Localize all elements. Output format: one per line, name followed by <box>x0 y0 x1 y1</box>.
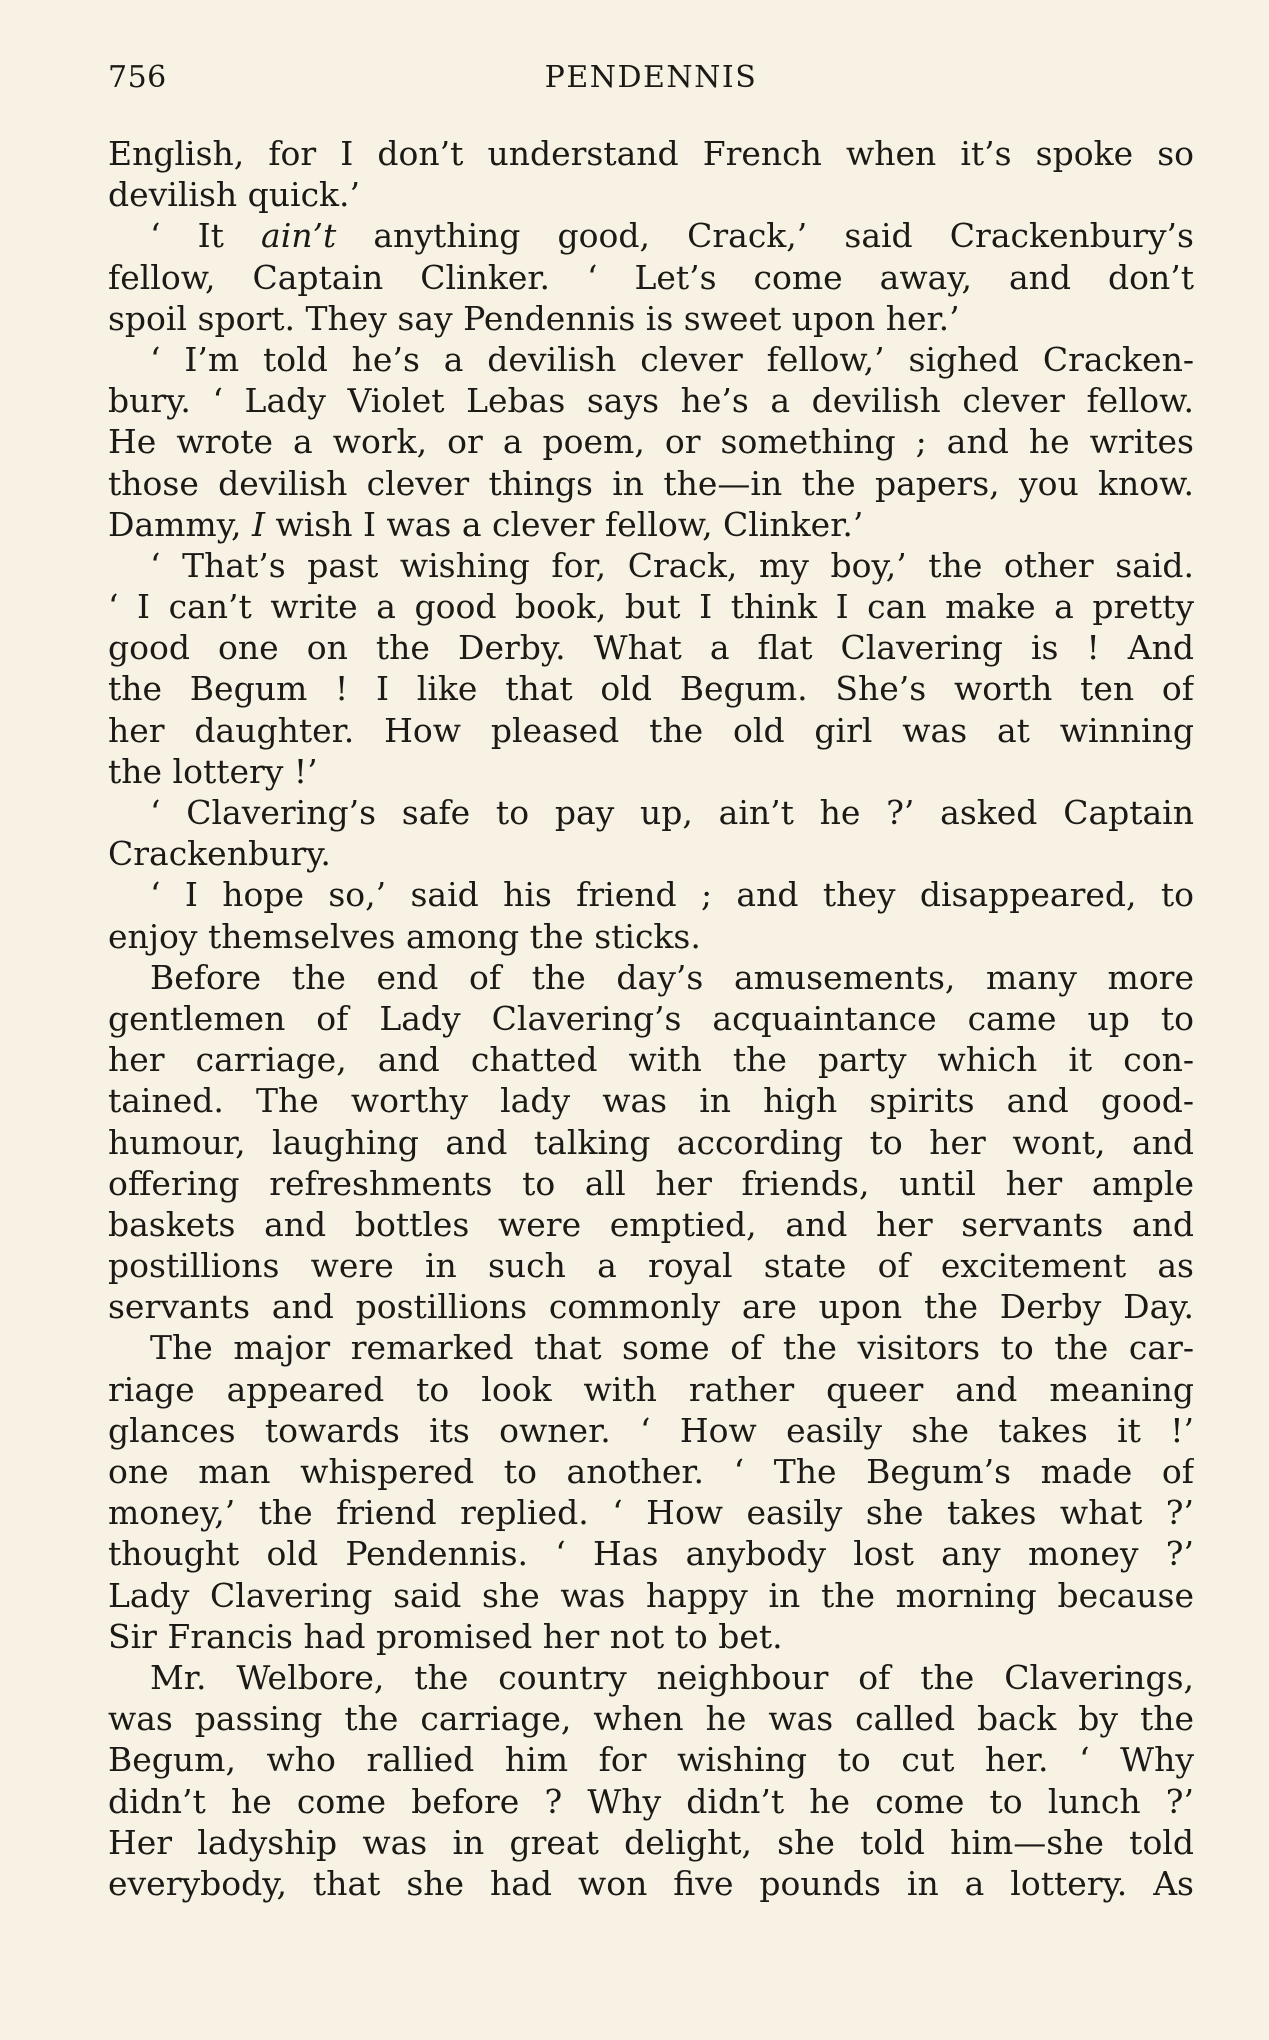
text-line: The major remarked that some of the visitors to the car- <box>150 1328 1194 1368</box>
text-line: bury. ‘ Lady Violet Lebas says he’s a devilish clever fellow. <box>108 381 1194 421</box>
running-title: PENDENNIS <box>544 60 758 95</box>
text-line: riage appeared to look with rather queer and meaning <box>108 1369 1194 1409</box>
text-line: Dammy, I wish I was a clever fellow, Clinker.’ <box>108 504 864 544</box>
text-line: the lottery !’ <box>108 751 318 791</box>
running-head <box>108 56 1194 100</box>
text-line: ‘ I’m told he’s a devilish clever fellow,’ sighed Cracken- <box>150 339 1194 379</box>
body-text <box>108 133 1194 1904</box>
text-line: thought old Pendennis. ‘ Has anybody lost any money ?’ <box>108 1534 1194 1574</box>
text-line: everybody, that she had won five pounds in a lottery. As <box>108 1863 1194 1903</box>
text-line: offering refreshments to all her friends, until her ample <box>108 1163 1194 1203</box>
text-line: ‘ It ain’t anything good, Crack,’ said Crackenbury’s <box>150 216 1194 256</box>
text-line: ‘ I hope so,’ said his friend ; and they disappeared, to <box>150 875 1194 915</box>
text-line: tained. The worthy lady was in high spirits and good- <box>108 1081 1194 1121</box>
text-line: one man whispered to another. ‘ The Begum’s made of <box>108 1452 1194 1491</box>
text-line: didn’t he come before ? Why didn’t he come to lunch ?’ <box>108 1781 1194 1821</box>
text-line: her daughter. How pleased the old girl was at winning <box>108 710 1194 750</box>
text-line: Begum, who rallied him for wishing to cut her. ‘ Why <box>108 1740 1194 1780</box>
text-line: the Begum ! I like that old Begum. She’s worth ten of <box>108 669 1194 709</box>
text-line: her carriage, and chatted with the party which it con- <box>108 1040 1194 1080</box>
text-line: money,’ the friend replied. ‘ How easily she takes what ?’ <box>108 1493 1194 1533</box>
text-line: Crackenbury. <box>108 834 331 874</box>
text-line: gentlemen of Lady Clavering’s acquaintance came up to <box>108 998 1194 1038</box>
text-line: Her ladyship was in great delight, she told him—she told <box>108 1822 1194 1862</box>
text-line: servants and postillions commonly are upon the Derby Day. <box>108 1287 1194 1327</box>
text-line: good one on the Derby. What a flat Clavering is ! And <box>108 628 1194 668</box>
text-line: Lady Clavering said she was happy in the morning because <box>108 1575 1194 1615</box>
text-line: Mr. Welbore, the country neighbour of the Claverings, <box>150 1657 1194 1697</box>
text-line: Before the end of the day’s amusements, many more <box>150 957 1194 997</box>
text-line: ‘ Clavering’s safe to pay up, ain’t he ?’ asked Captain <box>150 793 1194 832</box>
text-line: those devilish clever things in the—in the papers, you know. <box>108 463 1194 503</box>
text-line: spoil sport. They say Pendennis is sweet upon her.’ <box>108 298 960 338</box>
text-line: devilish quick.’ <box>108 175 361 215</box>
text-line: baskets and bottles were emptied, and her servants and <box>108 1204 1194 1244</box>
text-line: enjoy themselves among the sticks. <box>108 916 701 956</box>
text-line: ‘ I can’t write a good book, but I think I can make a pretty <box>108 587 1194 627</box>
text-line: He wrote a work, or a poem, or something ; and he writes <box>108 422 1194 462</box>
text-line: humour, laughing and talking according to her wont, and <box>108 1122 1194 1162</box>
text-line: Sir Francis had promised her not to bet. <box>108 1616 783 1656</box>
text-line: ‘ That’s past wishing for, Crack, my boy,’ the other said. <box>150 545 1194 585</box>
text-line: postillions were in such a royal state of excitement as <box>108 1246 1194 1286</box>
text-line: glances towards its owner. ‘ How easily she takes it !’ <box>108 1410 1194 1450</box>
text-line: English, for I don’t understand French when it’s spoke so <box>108 134 1194 173</box>
emphasis: ain’t <box>261 216 337 256</box>
text-line: was passing the carriage, when he was called back by the <box>108 1699 1194 1739</box>
text-line: fellow, Captain Clinker. ‘ Let’s come away, and don’t <box>108 257 1194 297</box>
page-number: 756 <box>108 60 167 95</box>
emphasis: I <box>251 504 266 544</box>
